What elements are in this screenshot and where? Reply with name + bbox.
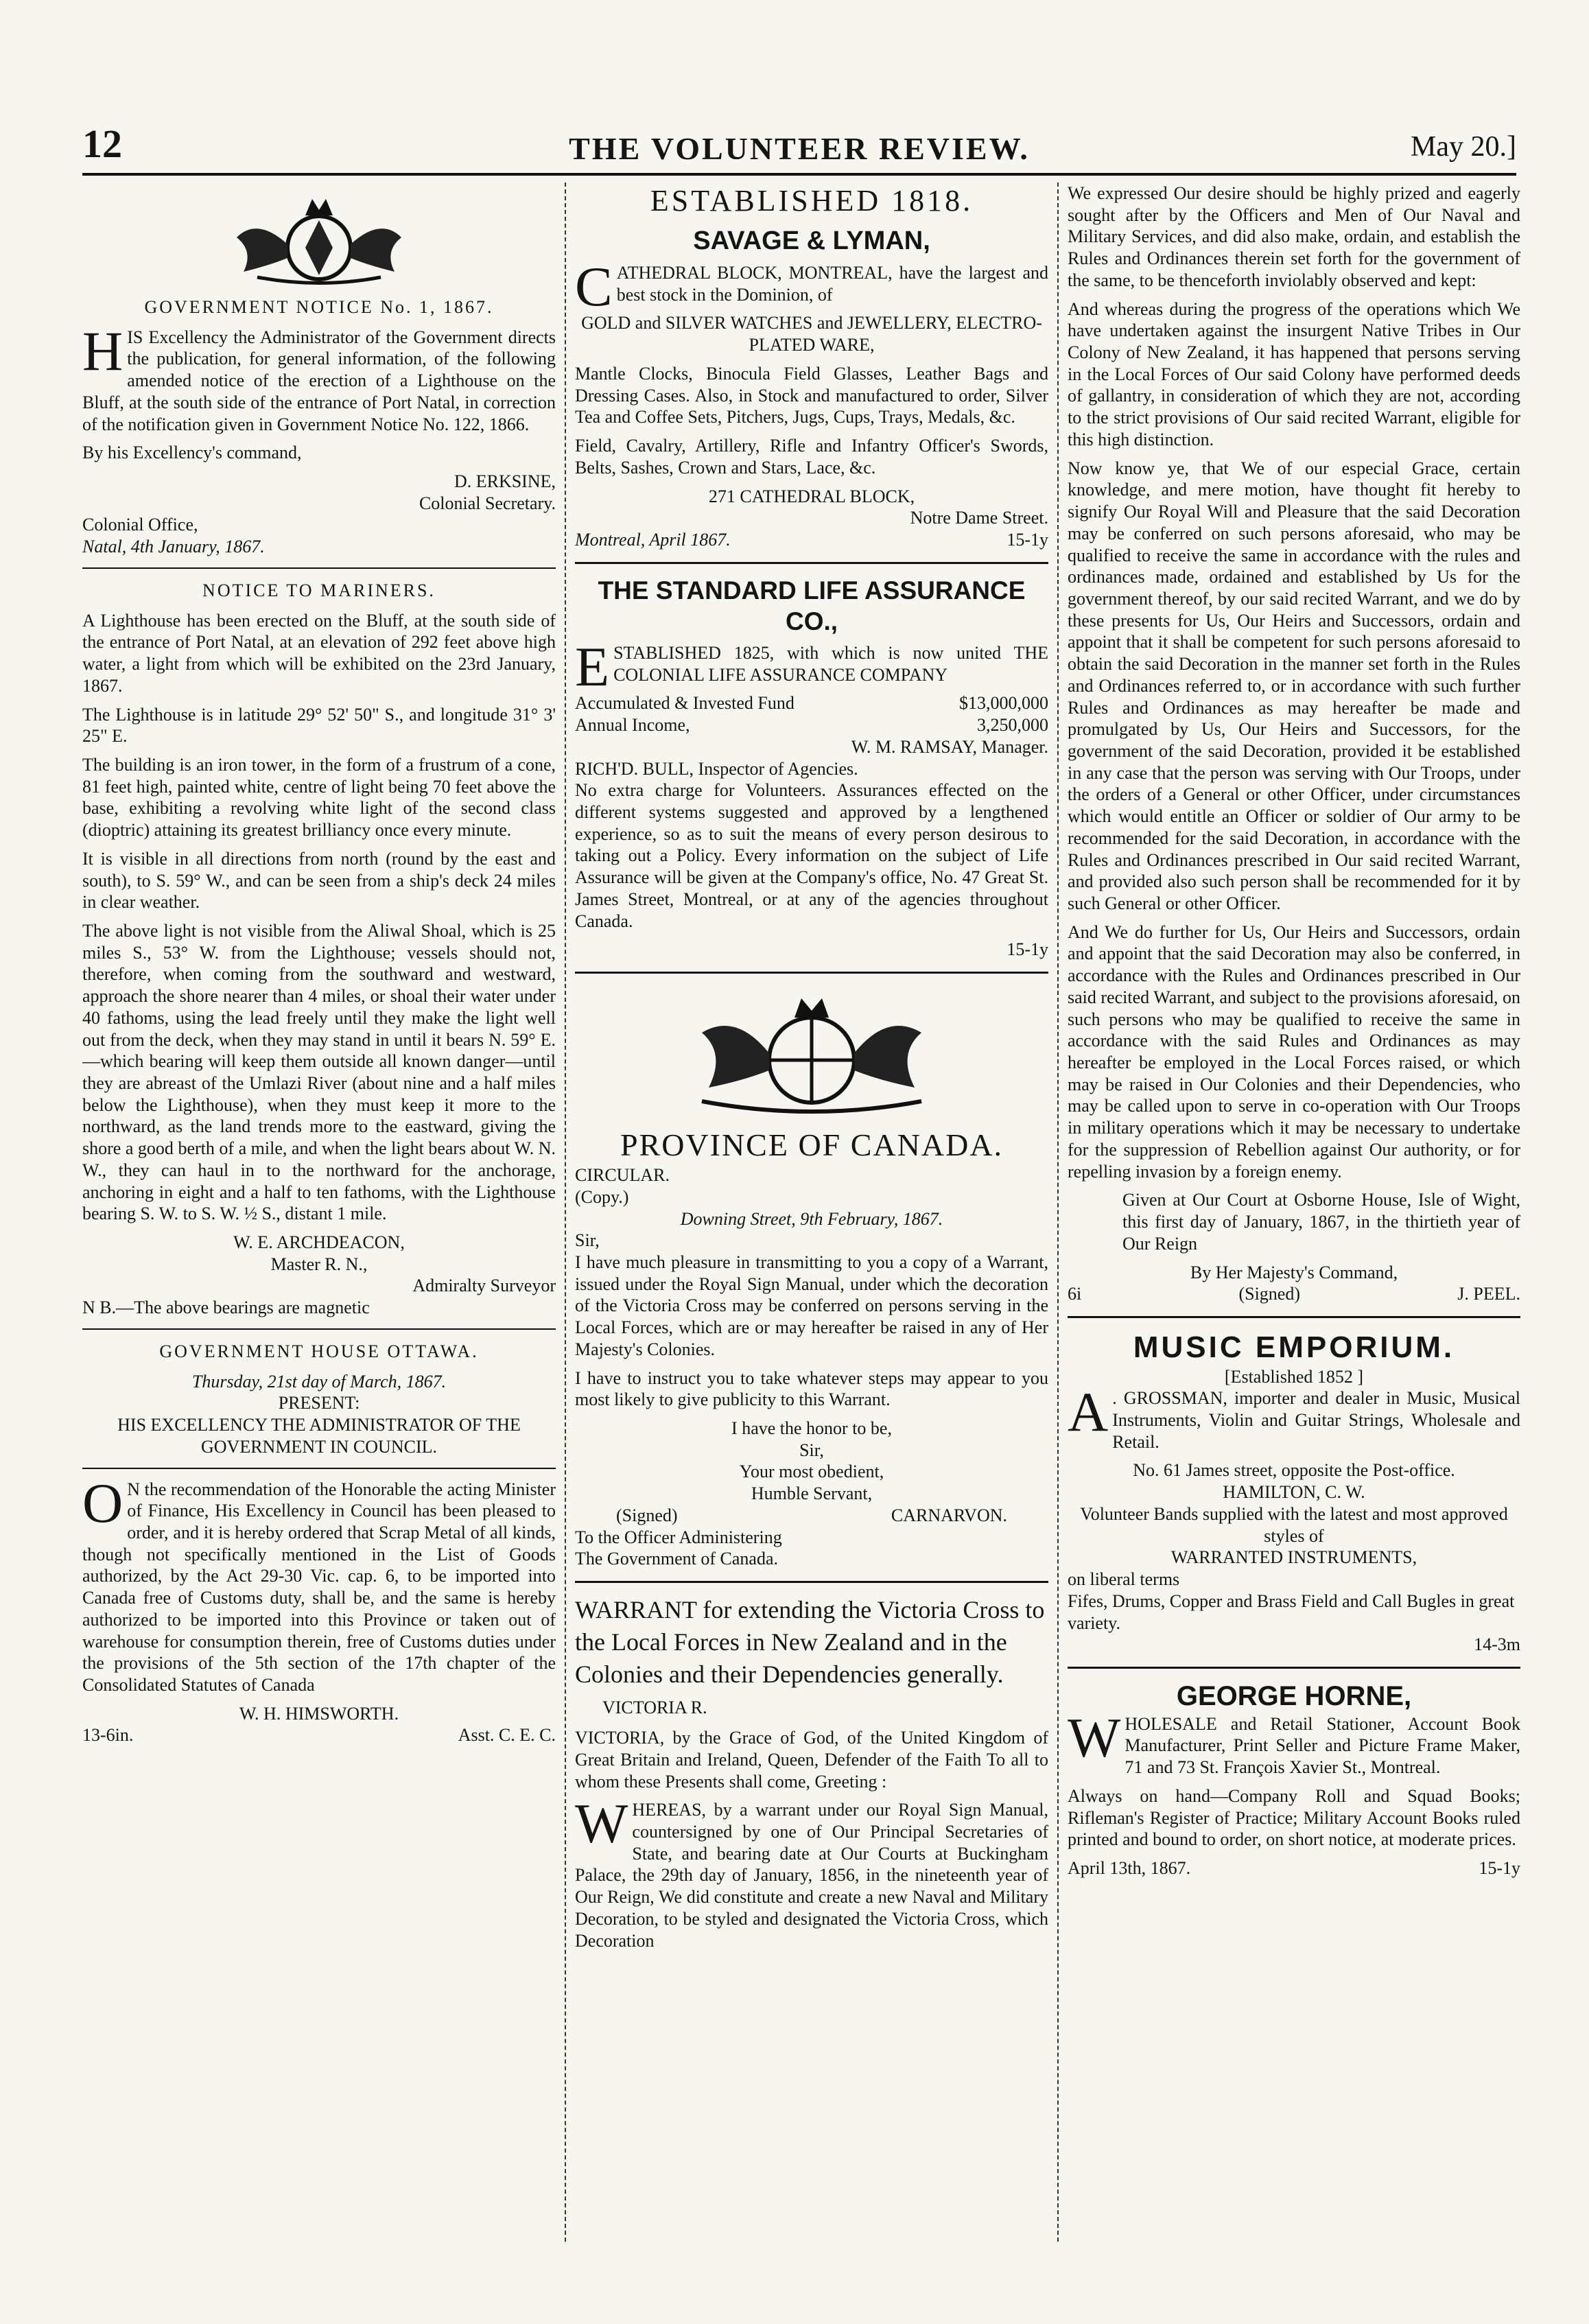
reference-code: 15-1y xyxy=(1007,529,1048,550)
reference-code: 15-1y xyxy=(1007,939,1048,960)
inspector-line: RICH'D. BULL, Inspector of Agencies. xyxy=(575,758,858,779)
section-heading: NOTICE TO MARINERS. xyxy=(202,580,436,600)
ad-address: Notre Dame Street. xyxy=(910,508,1048,528)
paragraph: And whereas during the progress of the operations which We have undertaken against the insurgent Native Tribes in Our Colony of New Zealand, it has happened that persons serving in the Local Forces of Our said Colony have performed deeds of gallantry, in consideration of which they are not, according to the strict provisions of Our said recited Warrant, eligible for this high distinction. xyxy=(1068,298,1520,449)
province-seal-emblem xyxy=(661,985,963,1115)
ad-date: Montreal, April 1867. xyxy=(575,529,731,550)
warrant-body: WHEREAS, by a warrant under our Royal Sign Manual, countersigned by one of Our Principal Secretaries of State, and bearing date at Our Courts at Buckingham Palace, the 29th day of January, 1856, in the nineteenth year of Our Reign, We did constitute and create a new Naval and Military Decoration, to be styled and designated the Victoria Cross, which Decoration xyxy=(575,1792,1048,1951)
issue-date: May 20.] xyxy=(1411,131,1516,163)
column-1 xyxy=(82,183,556,2242)
paragraph: We expressed Our desire should be highly prized and eagerly sought after by the Officers and Men of Our Naval and Military Services, and did also make, ordain, and establish the Rules and Ordinances therein set forth for the government of the same, to be thenceforth inviolably observed and kept: xyxy=(1068,183,1520,290)
circular-label: CIRCULAR. xyxy=(575,1165,670,1186)
ad-body: WHOLESALE and Retail Stationer, Account Book Manufacturer, Print Seller and Picture Frame Maker, 71 and 73 St. François Xavier St., Montreal. xyxy=(1068,1706,1520,1778)
paragraph: Now know ye, that We of our especial Grace, certain knowledge, and mere motion, have thought fit hereby to signify Our Royal Will and Pleasure that the said Decoration may be conferred on such persons aforesaid, who may be qualified to receive the same in accordance with the rules and ordinances made, ordained and established by Us for the government thereof, by our said recited Warrant, and we do by these presents for Us, Our Heirs and Successors, ordain and appoint that it shall be competent for such persons aforesaid to obtain the said Decoration in the manner set forth in the Rules and Ordinances referred to, or in accordance with such further Rules and Ordinances as may hereafter be made and promulgated by Us, Our Heirs and Successors, for the government of the said Decoration, provided it be established in any case that the person was serving with Our Troops, under the orders of a General or other Officer, under circumstances which would entitle an Officer or soldier of Our army to be recommended for the said Decoration, in accordance with the Rules and Ordinances prescribed in Our said recited Warrant, and provided also such person shall be recommended for it by such General or other Officer. xyxy=(1068,458,1520,913)
office-line: Colonial Office, xyxy=(82,515,198,535)
ad-address: No. 61 James street, opposite the Post-office. xyxy=(1133,1460,1455,1481)
manager-line: W. M. RAMSAY, Manager. xyxy=(851,736,1048,757)
drop-cap: C xyxy=(575,255,613,318)
signature-row xyxy=(82,1724,556,1746)
reference-code: 6i xyxy=(1068,1284,1082,1304)
section-divider xyxy=(575,562,1048,564)
command-line: By his Excellency's command, xyxy=(82,443,302,463)
funds-label: Accumulated & Invested Fund xyxy=(575,693,794,714)
signature-row xyxy=(575,1505,1048,1527)
signer-name: CARNARVON. xyxy=(891,1505,1007,1525)
income-value: 3,250,000 xyxy=(977,715,1048,736)
signer-name: J. PEEL. xyxy=(1457,1284,1520,1304)
advertiser-name: GEORGE HORNE, xyxy=(1176,1680,1412,1711)
notice-date: Natal, 4th January, 1867. xyxy=(82,537,265,557)
column-3 xyxy=(1068,183,1520,2242)
ad-body: No extra charge for Volunteers. Assurances effected on the different systems suggested and approved by a lengthened experience, so as to suit the means of every person desirous to taking out a Policy. Every information on the subject of Life Assurance will be given at the Company's office, No. 47 Great St. James Street, Montreal, or at any of the agencies throughout Canada. xyxy=(575,780,1048,931)
drop-cap: A xyxy=(1068,1381,1109,1444)
copy-label: (Copy.) xyxy=(575,1186,629,1207)
section-divider xyxy=(1068,1316,1520,1318)
signer-title: Master R. N., xyxy=(270,1254,368,1274)
drop-cap: O xyxy=(82,1471,123,1534)
present-label: PRESENT: xyxy=(278,1393,360,1413)
dateline: Thursday, 21st day of March, 1867. xyxy=(191,1371,447,1392)
ad-date: April 13th, 1867. xyxy=(1068,1858,1191,1879)
nota-bene: N B.—The above bearings are magnetic xyxy=(82,1298,370,1318)
ad-intro: CATHEDRAL BLOCK, MONTREAL, have the largest and best stock in the Dominion, of xyxy=(575,255,1048,318)
paragraph: I have much pleasure in transmitting to you a copy of a Warrant, issued under the Royal Sign Manual, under which the decoration of the Victoria Cross may be conferred on persons serving in the Local Forces, which are or may hereafter be raised in any of Her Majesty's Colonies. xyxy=(575,1252,1048,1359)
signer-name: D. ERKSINE, xyxy=(454,471,556,492)
ad-footer xyxy=(575,529,1048,551)
paragraph: I have to instruct you to take whatever steps may appear to you most likely to give publicity to this Warrant. xyxy=(575,1368,1048,1410)
ad-body: A . GROSSMAN, importer and dealer in Music, Musical Instruments, Violin and Guitar Strings, Wholesale and Retail. xyxy=(1068,1381,1520,1452)
recipient-line: To the Officer Administering xyxy=(575,1527,782,1547)
established-line: [Established 1852 ] xyxy=(1224,1366,1364,1387)
salutation: Sir, xyxy=(575,1230,600,1251)
drop-cap: E xyxy=(575,635,610,698)
column-2 xyxy=(575,183,1048,2242)
ad-footer xyxy=(1068,1857,1520,1879)
reference-code: 13-6in. xyxy=(82,1725,134,1746)
reference-code: 15-1y xyxy=(1479,1858,1520,1879)
royal-signature: VICTORIA R. xyxy=(602,1698,707,1718)
ad-body: Mantle Clocks, Binocula Field Glasses, Leather Bags and Dressing Cases. Also, in Stock and manufactured to order, Silver Tea and Coffee Sets, Pitchers, Jugs, Cups, Trays, Medals, &c. xyxy=(575,363,1048,427)
header-rule xyxy=(82,173,1516,176)
paragraph: The building is an iron tower, in the form of a frustrum of a cone, 81 feet high, painted white, centre of light being 70 feet above the base, exhibiting a revolving white light of the second class (dioptric) attaining its greatest brilliancy once every minute. xyxy=(82,754,556,841)
page-header xyxy=(82,121,1516,176)
ad-intro: ESTABLISHED 1825, with which is now united THE COLONIAL LIFE ASSURANCE COMPANY xyxy=(575,635,1048,698)
ad-body: Fifes, Drums, Copper and Brass Field and Call Bugles in great variety. xyxy=(1068,1591,1515,1633)
ad-goods: GOLD and SILVER WATCHES and JEWELLERY, ELECTRO-PLATED WARE, xyxy=(581,313,1042,355)
funds-value: $13,000,000 xyxy=(959,693,1048,714)
ad-body: Field, Cavalry, Artillery, Rifle and Infantry Officer's Swords, Belts, Sashes, Crown and Stars, Lace, &c. xyxy=(575,436,1048,478)
drop-cap: W xyxy=(575,1792,628,1855)
advertiser-name: SAVAGE & LYMAN, xyxy=(693,226,930,255)
paragraph: The above light is not visible from the Aliwal Shoal, which is 25 miles S., 53° W. from the Lighthouse; vessels should not, therefore, when coming from the southward and westward, approach the shore nearer than 4 miles, or shoal their water under 40 fathoms, using the lead freely until they make the light well out from the deck, when they may stand in until it bears N. 59° E.—which bearing will keep them outside all known danger—until they are abreast of the Umlazi River (about nine and a half miles below the Lighthouse), when they must keep it more to the northward, as the land trends more to the eastward, giving the shore a good berth of a mile, and when the light bears about W. N. W., they can haul in to the northward for the anchorage, anchoring in eight and a half to ten fathoms, with the Lighthouse bearing S. W. to S. W. ½ S., distant 1 mile. xyxy=(82,920,556,1224)
signer-title: Colonial Secretary. xyxy=(419,493,556,513)
drop-cap: H xyxy=(82,319,123,382)
command-line: By Her Majesty's Command, xyxy=(1190,1262,1398,1282)
ad-city: HAMILTON, C. W. xyxy=(1223,1482,1365,1503)
paragraph: And We do further for Us, Our Heirs and Successors, ordain and appoint that the said Decoration may also be conferred, in accordance with the Rules and Ordinances prescribed in Our said recited Warrant, and subject to the provisions aforesaid, on such persons who may be qualified to receive the same in accordance with the said Rules and Ordinances as may hereafter be employed in the Local Forces raised, or which may be raised in Our Colonies and their Dependencies, who may be called upon to serve in co-operation with Our Troops in military operations which it may be necessary to undertake for the suppression of Rebellion against Our authority, or for repelling invasion by a foreign enemy. xyxy=(1068,922,1520,1182)
section-divider xyxy=(1068,1667,1520,1669)
section-heading: GOVERNMENT HOUSE OTTAWA. xyxy=(159,1341,479,1361)
signed-label: (Signed) xyxy=(1238,1284,1301,1304)
section-divider xyxy=(82,567,556,569)
section-divider xyxy=(575,972,1048,974)
ad-body: Always on hand—Company Roll and Squad Books; Rifleman's Register of Practice; Military Account Books ruled printed and bound to order, on short notice, at moderate prices. xyxy=(1068,1785,1520,1850)
column-divider xyxy=(565,183,566,2242)
reference-code: 14-3m xyxy=(1474,1634,1520,1655)
income-row xyxy=(575,714,1048,736)
ad-terms: on liberal terms xyxy=(1068,1569,1180,1590)
income-label: Annual Income, xyxy=(575,715,690,736)
warrant-title: WARRANT for extending the Victoria Cross to the Local Forces in New Zealand and in the Colonies and their Dependencies generally. xyxy=(575,1596,1045,1688)
section-divider xyxy=(82,1328,556,1330)
signed-label: (Signed) xyxy=(616,1505,678,1525)
warrant-preamble: VICTORIA, by the Grace of God, of the United Kingdom of Great Britain and Ireland, Queen, Defender of the Faith To all to whom these Presents shall come, Greeting : xyxy=(575,1728,1048,1792)
given-at-line: Given at Our Court at Osborne House, Isle of Wight, this first day of January, 1867, in the thirtieth year of Our Reign xyxy=(1122,1190,1520,1254)
section-heading: GOVERNMENT NOTICE No. 1, 1867. xyxy=(144,297,494,317)
closing-line: Humble Servant, xyxy=(751,1483,873,1504)
established-heading: ESTABLISHED 1818. xyxy=(650,184,974,218)
masthead-title: THE VOLUNTEER REVIEW. xyxy=(569,131,1030,166)
section-divider xyxy=(575,1581,1048,1583)
closing-line: Your most obedient, xyxy=(739,1462,884,1482)
closing-line: I have the honor to be, xyxy=(731,1418,892,1438)
ad-highlight: WARRANTED INSTRUMENTS, xyxy=(1170,1547,1417,1568)
dateline: Downing Street, 9th February, 1867. xyxy=(680,1208,943,1229)
ad-body: Volunteer Bands supplied with the latest and most approved styles of xyxy=(1080,1503,1508,1546)
signature-row xyxy=(1068,1283,1520,1305)
article-body: HIS Excellency the Administrator of the Government directs the publication, for general information, of the following amended notice of the erection of a Lighthouse on the Bluff, at the south side of the entrance of Port Natal, in correction of the notification given in Government Notice No. 122, 1866. xyxy=(82,319,556,434)
paragraph: A Lighthouse has been erected on the Bluff, at the south side of the entrance of Port Natal, at an elevation of 292 feet above high water, a light from which will be exhibited on the 23rd January, 1867. xyxy=(82,610,556,696)
signer-name: W. E. ARCHDEACON, xyxy=(233,1232,405,1253)
recipient-line: The Government of Canada. xyxy=(575,1549,779,1569)
paragraph: The Lighthouse is in latitude 29° 52' 50" S., and longitude 31° 3' 25" E. xyxy=(82,704,556,747)
royal-arms-emblem xyxy=(216,189,422,285)
signer-title: Admiralty Surveyor xyxy=(412,1276,556,1296)
drop-cap: W xyxy=(1068,1706,1121,1769)
closing-line: Sir, xyxy=(799,1440,824,1460)
paragraph: It is visible in all directions from north (round by the east and south), to S. 59° W., and can be seen from a ship's deck 24 miles in clear weather. xyxy=(82,848,556,913)
signer-name: W. H. HIMSWORTH. xyxy=(239,1703,399,1724)
council-heading: HIS EXCELLENCY THE ADMINISTRATOR OF THE GOVERNMENT IN COUNCIL. xyxy=(117,1415,521,1457)
advertiser-name: THE STANDARD LIFE ASSURANCE CO., xyxy=(598,576,1026,635)
section-divider xyxy=(82,1468,556,1469)
article-body: O N the recommendation of the Honorable the acting Minister of Finance, His Excellency in Council has been pleased to order, and it is hereby ordered that Scrap Metal of all kinds, though not specifically mentioned in the List of Goods authorized, by the Act 29-30 Vic. cap. 6, to be imported into Canada free of Customs duty, shall be, and the same is hereby authorized to be imported into this Province or taken out of warehouse for consumption therein, free of Customs duties under the provisions of the 5th section of the 17th chapter of the Consolidated Statutes of Canada xyxy=(82,1471,556,1695)
column-divider xyxy=(1057,183,1059,2242)
signer-title: Asst. C. E. C. xyxy=(458,1725,556,1746)
advertiser-name: MUSIC EMPORIUM. xyxy=(1133,1330,1455,1364)
ad-address: 271 CATHEDRAL BLOCK, xyxy=(708,486,915,506)
page-number: 12 xyxy=(82,121,122,166)
section-heading: PROVINCE OF CANADA. xyxy=(620,1127,1004,1162)
funds-row xyxy=(575,692,1048,714)
